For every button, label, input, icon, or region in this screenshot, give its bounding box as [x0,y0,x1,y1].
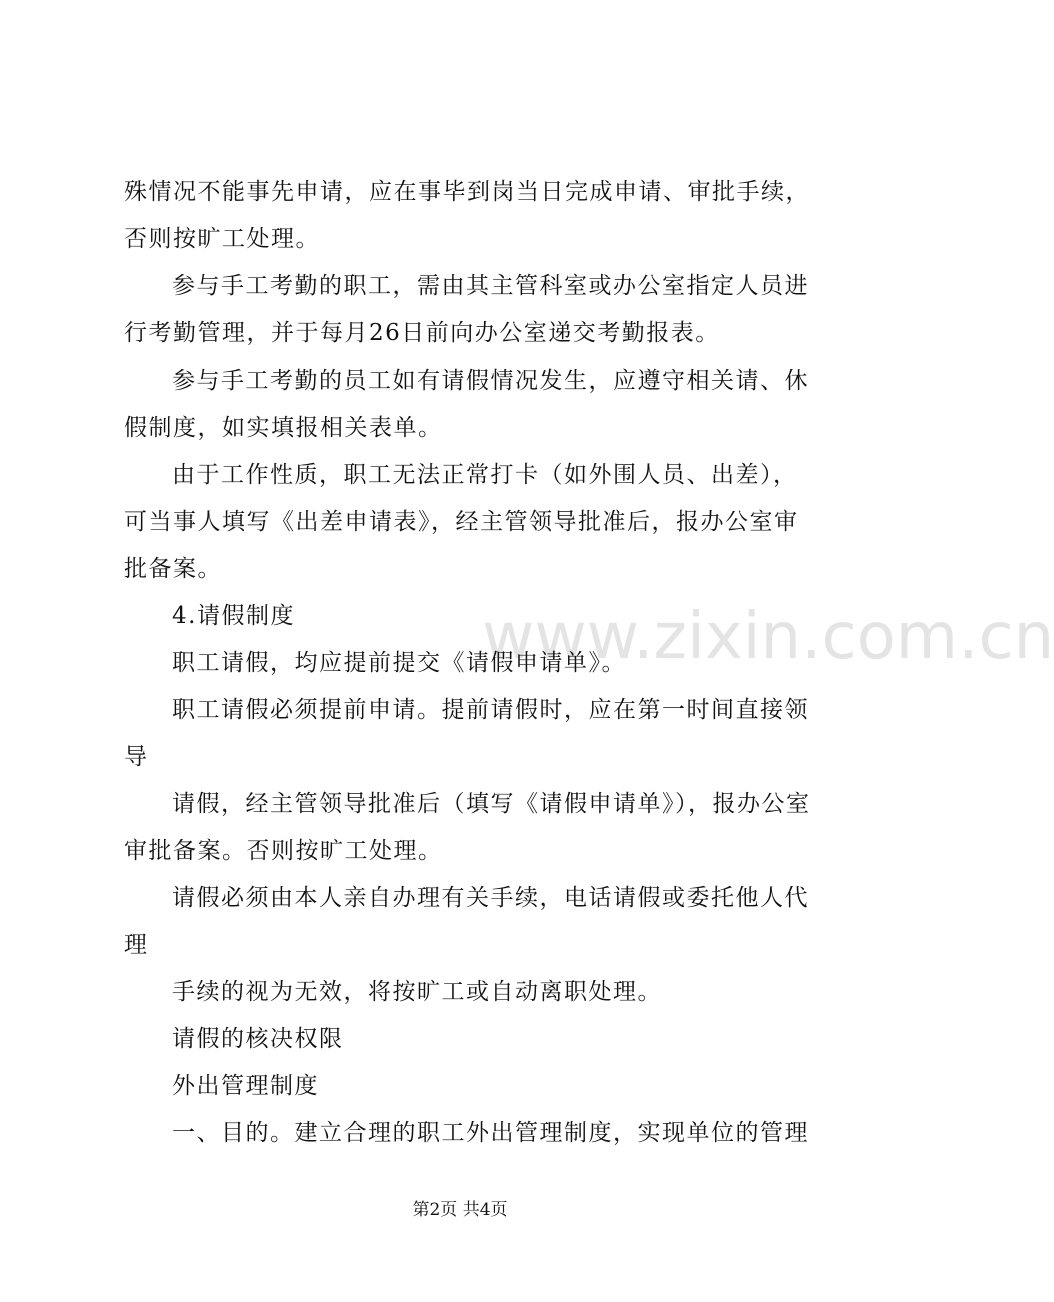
text-line-5: 参与手工考勤的员工如有请假情况发生，应遵守相关请、休 [172,368,809,394]
text-line-7: 由于工作性质，职工无法正常打卡（如外围人员、出差）， [172,462,798,488]
text-line-1: 殊情况不能事先申请，应在事毕到岗当日完成申请、审批手续， [124,179,810,205]
text-line-11: 职工请假，均应提前提交《请假申请单》。 [172,650,626,676]
text-line-12: 职工请假必须提前申请。提前请假时，应在第一时间直接领 [172,697,809,723]
text-line-8: 可当事人填写《出差申请表》，经主管领导批准后，报办公室审 [124,509,799,535]
text-line-2: 否则按旷工处理。 [124,226,320,252]
text-line-18: 手续的视为无效，将按旷工或自动离职处理。 [172,979,662,1005]
text-line-3: 参与手工考勤的职工，需由其主管科室或办公室指定人员进 [172,273,809,299]
text-line-21: 一、目的。建立合理的职工外出管理制度，实现单位的管理 [172,1120,809,1146]
text-line-15: 审批备案。否则按旷工处理。 [124,838,443,864]
text-line-17: 理 [124,932,149,958]
text-line-16: 请假必须由本人亲自办理有关手续，电话请假或委托他人代 [172,885,809,911]
text-line-13: 导 [124,744,149,770]
text-line-4: 行考勤管理，并于每月26日前向办公室递交考勤报表。 [124,320,720,346]
section-heading-leave-policy: 4.请假制度 [172,603,295,629]
text-line-19: 请假的核决权限 [172,1026,344,1052]
watermark: www.zixin.com.cn [482,600,1054,674]
text-line-20: 外出管理制度 [172,1073,319,1099]
page-footer: 第2页 共4页 [412,1200,508,1220]
text-line-6: 假制度，如实填报相关表单。 [124,415,443,441]
text-line-14: 请假，经主管领导批准后（填写《请假申请单》），报办公室 [172,791,811,817]
text-line-9: 批备案。 [124,556,222,582]
